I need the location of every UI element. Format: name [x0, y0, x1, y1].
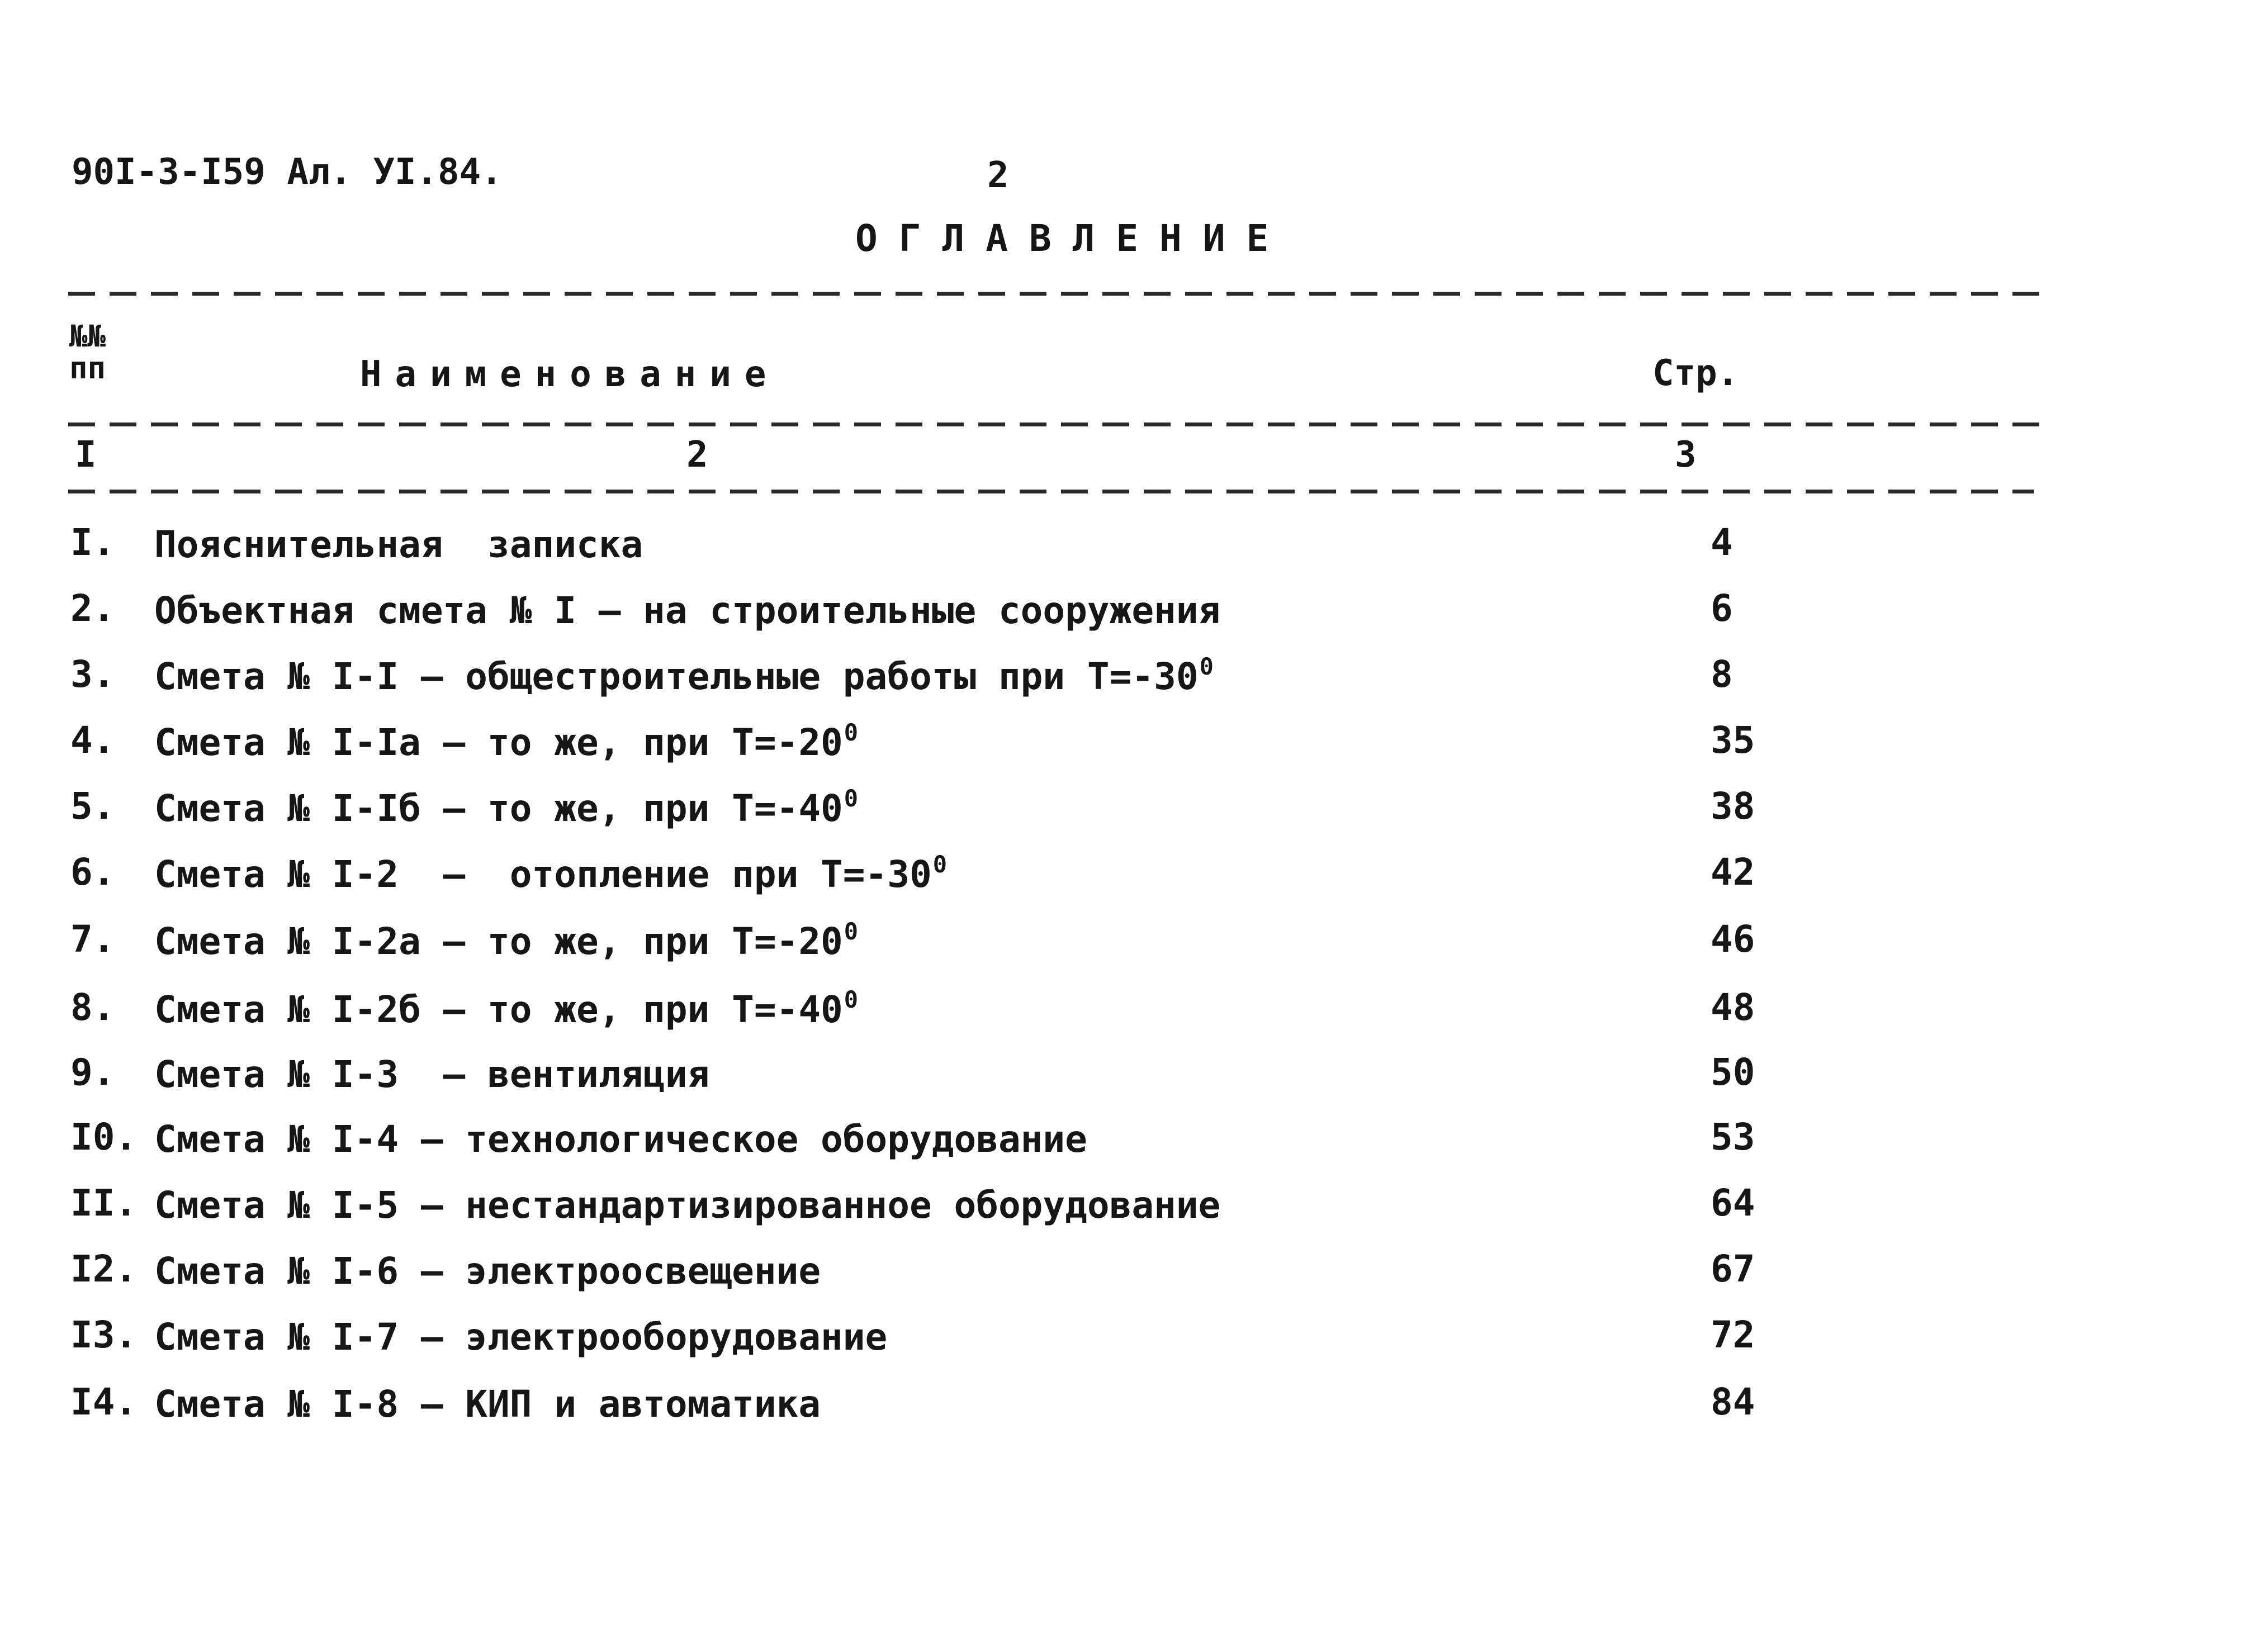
toc-row: [0, 521, 1901, 577]
toc-row-title: [154, 719, 858, 764]
toc-row-degree: 0: [844, 719, 859, 746]
toc-row: [0, 653, 1901, 709]
toc-row-page: 53: [1711, 1115, 1755, 1159]
toc-row: [0, 587, 1901, 643]
toc-row: [0, 719, 1901, 775]
toc-row-title: [154, 1181, 1221, 1227]
toc-row-title: [154, 1247, 822, 1293]
toc-row-title: [154, 521, 644, 566]
toc-row-number: 6.: [70, 851, 115, 894]
toc-row-number: I4.: [70, 1380, 138, 1423]
toc-row-title-text: Смета № I-2 – отопление при Т=-30: [154, 853, 932, 896]
column-number-2: 2: [686, 434, 708, 476]
toc-row-page: 72: [1711, 1313, 1755, 1356]
toc-row-title: [154, 986, 858, 1031]
toc-row-title-text: Смета № I-3 – вентиляция: [154, 1053, 710, 1096]
dashed-rule-columns: [68, 490, 2034, 493]
toc-row-title-text: Смета № I-5 – нестандартизированное оборудование: [154, 1184, 1221, 1227]
toc-row: [0, 1115, 1901, 1171]
toc-row: [0, 986, 1901, 1042]
toc-row-title: [154, 785, 858, 830]
toc-row-page: 8: [1711, 653, 1733, 696]
toc-row-page: 64: [1711, 1181, 1755, 1224]
toc-row-title-text: Объектная смета № I – на строительные сооружения: [154, 589, 1221, 632]
toc-row: [0, 918, 1901, 974]
toc-row-page: 46: [1711, 918, 1755, 961]
toc-row-number: 8.: [70, 986, 115, 1029]
column-header-number-label: №№ пп: [69, 319, 106, 386]
toc-row-number: I2.: [70, 1247, 138, 1290]
toc-row-title-text: Смета № I-I – общестроительные работы при Т=-30: [154, 655, 1199, 698]
toc-row-page: 48: [1711, 986, 1755, 1029]
toc-row-title-text: Смета № I-Iб – то же, при Т=-40: [154, 787, 843, 830]
toc-row-page: 4: [1711, 521, 1733, 564]
toc-row-degree: 0: [932, 851, 948, 878]
toc-row-title: [154, 1380, 822, 1426]
toc-row-title: [154, 587, 1221, 632]
toc-row-number: 7.: [70, 918, 115, 961]
toc-row: [0, 1313, 1901, 1369]
column-header-page: Стр.: [1652, 353, 1739, 394]
toc-row-number: 4.: [70, 719, 115, 762]
toc-row-title: [154, 1115, 1088, 1161]
toc-row: [0, 851, 1901, 906]
column-number-1: I: [75, 434, 97, 476]
toc-row-page: 42: [1711, 851, 1755, 894]
toc-row-title: [154, 918, 858, 963]
toc-row: [0, 1181, 1901, 1237]
toc-row-number: 2.: [70, 587, 115, 630]
toc-row-degree: 0: [844, 918, 859, 945]
toc-row-number: 9.: [70, 1051, 115, 1094]
toc-row-title-text: Смета № I-8 – КИП и автоматика: [154, 1383, 821, 1426]
toc-row-title-text: Смета № I-2а – то же, при Т=-20: [154, 920, 843, 963]
toc-row-title-text: Смета № I-4 – технологическое оборудование: [154, 1118, 1087, 1161]
toc-row-page: 67: [1711, 1247, 1755, 1290]
column-header-name: Наименование: [360, 354, 780, 395]
toc-row-number: I.: [70, 521, 115, 564]
toc-row: [0, 785, 1901, 841]
toc-row-title-text: Смета № I-Iа – то же, при Т=-20: [154, 721, 843, 764]
column-number-3: 3: [1675, 434, 1697, 476]
toc-row-title-text: Смета № I-7 – электрооборудование: [154, 1316, 888, 1359]
toc-row-number: 5.: [70, 785, 115, 828]
toc-row-title-text: Смета № I-2б – то же, при Т=-40: [154, 988, 843, 1031]
toc-row-number: I3.: [70, 1313, 138, 1356]
toc-row-degree: 0: [1199, 653, 1214, 680]
toc-row: [0, 1247, 1901, 1303]
toc-row-number: 3.: [70, 653, 115, 696]
toc-row-title-text: Смета № I-6 – электроосвещение: [154, 1250, 821, 1293]
toc-row-page: 84: [1711, 1380, 1755, 1423]
toc-row-page: 38: [1711, 785, 1755, 828]
toc-row-degree: 0: [844, 986, 859, 1013]
toc-row-page: 35: [1711, 719, 1755, 762]
dashed-rule-header: [68, 423, 2045, 426]
toc-row-title: [154, 1313, 888, 1359]
toc-row-title: [154, 1051, 711, 1096]
toc-row-number: II.: [70, 1181, 138, 1224]
toc-row: [0, 1380, 1901, 1436]
toc-row-page: 50: [1711, 1051, 1755, 1094]
toc-row-title: [154, 851, 947, 896]
dashed-rule-top: [68, 292, 2045, 296]
toc-row-number: I0.: [70, 1115, 138, 1159]
document-code: 90I-3-I59 Ал. УI.84.: [72, 151, 503, 193]
column-header-number: [69, 321, 106, 384]
toc-row: [0, 1051, 1901, 1107]
toc-row-title-text: Пояснительная записка: [154, 523, 643, 566]
toc-row-degree: 0: [844, 785, 859, 812]
toc-row-title: [154, 653, 1214, 698]
page-title: ОГЛАВЛЕНИЕ: [855, 217, 1290, 260]
page-number: 2: [987, 155, 1009, 196]
toc-row-page: 6: [1711, 587, 1733, 630]
